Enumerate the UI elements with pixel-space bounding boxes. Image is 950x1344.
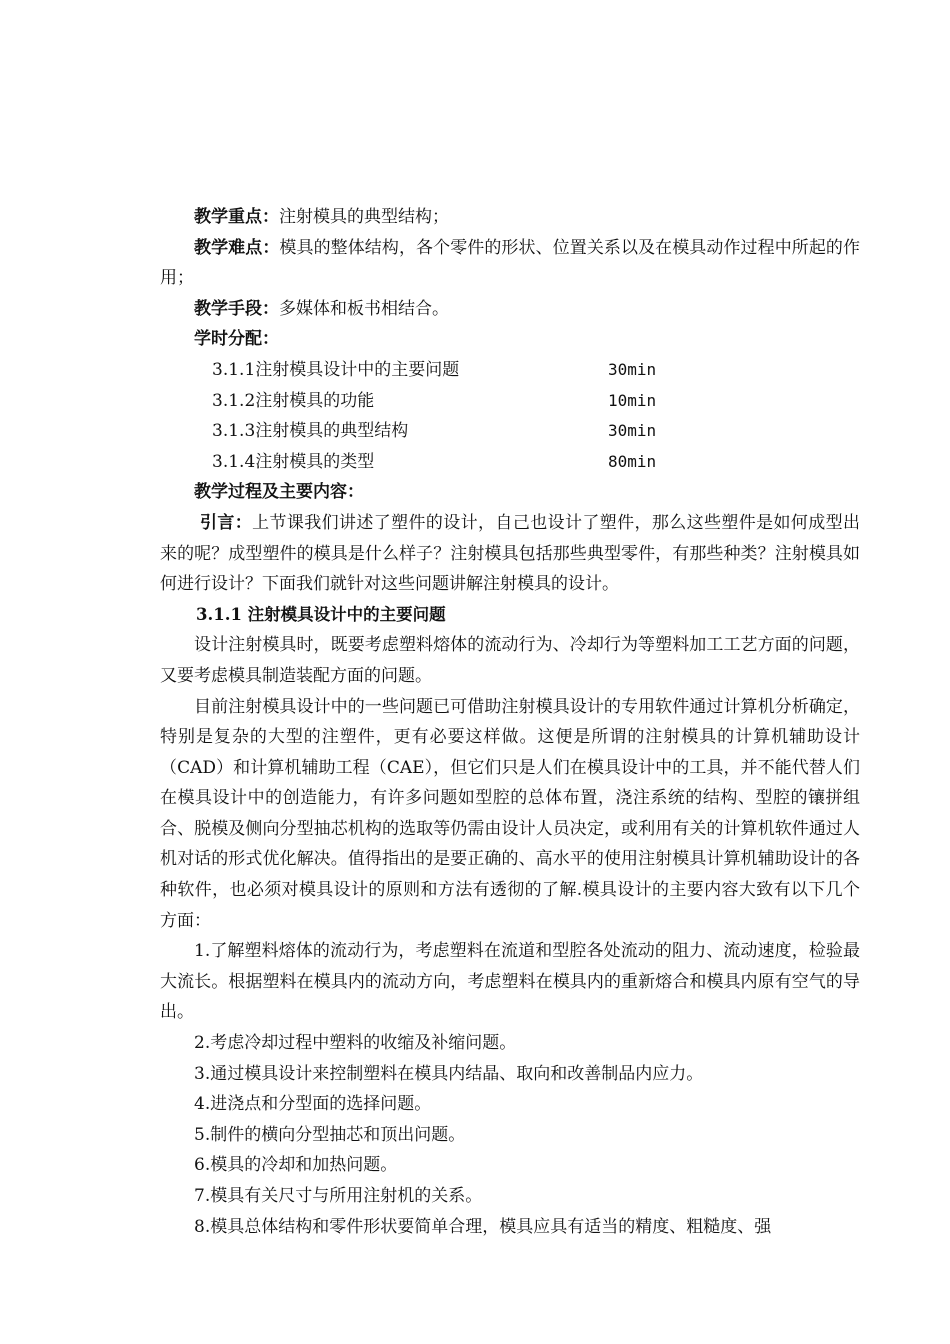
section-title: 3.1.1 注射模具设计中的主要问题 (196, 604, 446, 624)
intro-label: 引言： (200, 512, 253, 533)
key-point-line (160, 202, 860, 233)
allocation-time: 30min (608, 359, 657, 379)
list-item: 2.考虑冷却过程中塑料的收缩及补缩问题。 (194, 1033, 517, 1054)
allocation-topic: 3.1.1注射模具设计中的主要问题 (212, 359, 460, 380)
process-heading: 教学过程及主要内容： (194, 482, 364, 503)
intro-paragraph (160, 508, 860, 600)
allocation-row (160, 416, 860, 447)
difficulty-line (160, 233, 860, 294)
difficulty-label: 教学难点： (194, 237, 280, 258)
list-item: 5.制件的横向分型抽芯和顶出问题。 (194, 1124, 466, 1145)
intro-text: 上节课我们讲述了塑件的设计，自己也设计了塑件，那么这些塑件是如何成型出来的呢？成型塑件的模具是什么样子？注射模具包括那些典型零件，有那些种类？注射模具如何进行设计？下面我们就针对这些问题讲解注射模具的设计。 (160, 512, 861, 595)
means-line (160, 294, 860, 325)
list-item: 7.模具有关尺寸与所用注射机的关系。 (194, 1186, 483, 1206)
allocation-row (160, 386, 860, 417)
allocation-time: 30min (608, 421, 657, 441)
list-item: 6.模具的冷却和加热问题。 (194, 1155, 398, 1176)
allocation-row (160, 355, 860, 386)
means-text: 多媒体和板书相结合。 (279, 298, 449, 319)
body-paragraph: 设计注射模具时，既要考虑塑料熔体的流动行为、冷却行为等塑料加工工艺方面的问题，又要考虑模具制造装配方面的问题。 (160, 635, 860, 686)
difficulty-text: 模具的整体结构，各个零件的形状、位置关系以及在模具动作过程中所起的作用； (160, 237, 861, 289)
list-item: 1.了解塑料熔体的流动行为，考虑塑料在流道和型腔各处流动的阻力、流动速度，检验最大流长。根据塑料在模具内的流动方向，考虑塑料在模具内的重新熔合和模具内原有空气的导出。 (160, 941, 860, 1023)
list-item: 3.通过模具设计来控制塑料在模具内结晶、取向和改善制品内应力。 (194, 1063, 704, 1084)
means-label: 教学手段： (194, 298, 279, 319)
allocation-topic: 3.1.4注射模具的类型 (212, 451, 375, 472)
key-point-label: 教学重点： (194, 207, 279, 227)
allocation-topic: 3.1.2注射模具的功能 (212, 390, 375, 411)
document-page (160, 202, 860, 1242)
allocation-row (160, 447, 860, 478)
allocation-topic: 3.1.3注射模具的典型结构 (212, 421, 409, 442)
allocation-heading: 学时分配： (194, 329, 279, 350)
allocation-time: 10min (608, 390, 657, 410)
list-item: 8.模具总体结构和零件形状要简单合理，模具应具有适当的精度、粗糙度、强 (194, 1216, 772, 1237)
body-paragraph: 目前注射模具设计中的一些问题已可借助注射模具设计的专用软件通过计算机分析确定，特别是复杂的大型的注塑件，更有必要这样做。这便是所谓的注射模具的计算机辅助设计（CAD）和计算机辅助工程（CAE），但它们只是人们在模具设计中的工具，并不能代替人们在模具设计中的创造能力，有许多问题如型腔的总体布置，浇注系统的结构、型腔的镶拼组合、脱模及侧向分型抽芯机构的选取等仍需由设计人员决定，或利用有关的计算机软件通过人机对话的形式优化解决。值得指出的是要正确的、高水平的使用注射模具计算机辅助设计的各种软件，也必须对模具设计的原则和方法有透彻的了解.模具设计的主要内容大致有以下几个方面： (160, 696, 860, 931)
allocation-time: 80min (608, 451, 657, 471)
key-point-text: 注射模具的典型结构； (279, 207, 449, 227)
list-item: 4.进浇点和分型面的选择问题。 (194, 1094, 432, 1115)
